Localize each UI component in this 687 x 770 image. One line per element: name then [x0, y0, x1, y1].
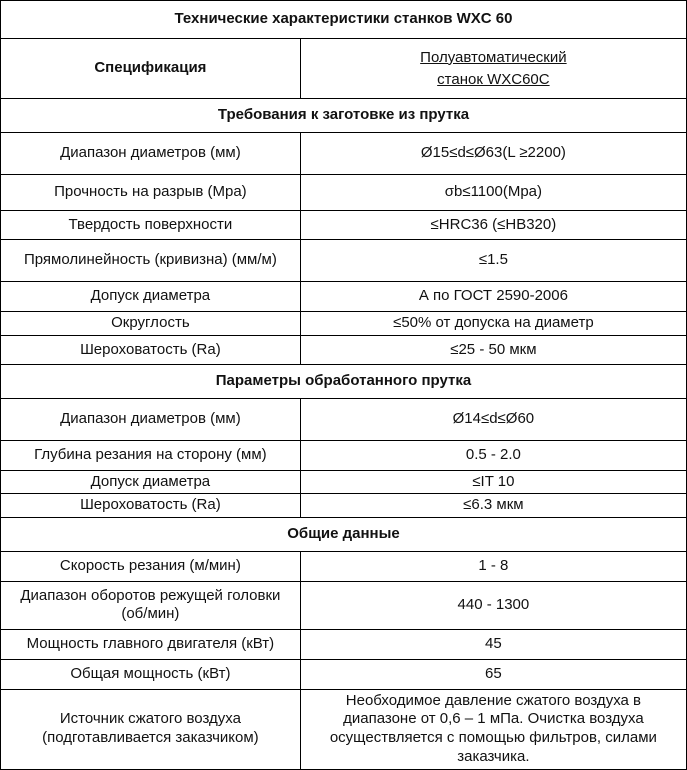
spec-row: [1, 38, 687, 99]
row-value: А по ГОСТ 2590-2006: [300, 282, 686, 312]
section-header-row: [1, 99, 687, 133]
row-label: Шероховатость (Ra): [1, 494, 301, 518]
row-value: ≤6.3 мкм: [300, 494, 686, 518]
table-row: [1, 581, 687, 630]
table-row: [1, 551, 687, 581]
row-label: Допуск диаметра: [1, 470, 301, 494]
row-label: Шероховатость (Ra): [1, 335, 301, 365]
row-value: 440 - 1300: [300, 581, 686, 630]
table-row: [1, 210, 687, 240]
spec-value-cell: [300, 38, 686, 99]
row-label: Общая мощность (кВт): [1, 659, 301, 689]
table-row: [1, 240, 687, 282]
section-header-row: [1, 518, 687, 552]
section-header-row: [1, 365, 687, 399]
table-row: [1, 282, 687, 312]
row-value: 45: [300, 630, 686, 660]
section-header-bar-requirements: Требования к заготовке из прутка: [1, 99, 687, 133]
row-label: Диапазон диаметров (мм): [1, 133, 301, 175]
row-value: ≤1.5: [300, 240, 686, 282]
row-value: σb≤1100(Mpa): [300, 174, 686, 210]
spec-link-line2: станок WXC60C: [437, 70, 550, 88]
title-row: [1, 1, 687, 39]
table-title: Технические характеристики станков WXC 60: [1, 1, 687, 39]
table-row: [1, 630, 687, 660]
row-value: 1 - 8: [300, 551, 686, 581]
row-label: Прочность на разрыв (Mpa): [1, 174, 301, 210]
row-label: Округлость: [1, 311, 301, 335]
row-label: Источник сжатого воздуха (подготавливается заказчиком): [1, 689, 301, 769]
section-header-processed-bar: Параметры обработанного прутка: [1, 365, 687, 399]
table-row: [1, 335, 687, 365]
row-value: 0.5 - 2.0: [300, 440, 686, 470]
row-value: ≤IT 10: [300, 470, 686, 494]
row-label: Твердость поверхности: [1, 210, 301, 240]
row-value: Ø15≤d≤Ø63(L ≥2200): [300, 133, 686, 175]
row-value: ≤25 - 50 мкм: [300, 335, 686, 365]
table-row: [1, 659, 687, 689]
row-value: Ø14≤d≤Ø60: [300, 399, 686, 441]
row-label: Мощность главного двигателя (кВт): [1, 630, 301, 660]
row-value: ≤HRC36 (≤HB320): [300, 210, 686, 240]
row-label: Диапазон оборотов режущей головки (об/мин): [1, 581, 301, 630]
table-row: [1, 133, 687, 175]
table-row: [1, 174, 687, 210]
row-label: Глубина резания на сторону (мм): [1, 440, 301, 470]
table-row: [1, 440, 687, 470]
row-label: Прямолинейность (кривизна) (мм/м): [1, 240, 301, 282]
row-value: ≤50% от допуска на диаметр: [300, 311, 686, 335]
spec-link-line1: Полуавтоматический: [420, 48, 567, 66]
row-value: 65: [300, 659, 686, 689]
row-label: Допуск диаметра: [1, 282, 301, 312]
table-row: [1, 470, 687, 494]
row-value: Необходимое давление сжатого воздуха в диапазоне от 0,6 – 1 мПа. Очистка воздуха осуществляется с помощью фильтров, силами заказчика.: [300, 689, 686, 769]
row-label: Диапазон диаметров (мм): [1, 399, 301, 441]
spec-machine-link[interactable]: [420, 47, 566, 91]
table-row: [1, 311, 687, 335]
section-header-general-data: Общие данные: [1, 518, 687, 552]
table-row: [1, 494, 687, 518]
table-row: [1, 399, 687, 441]
spec-label: Спецификация: [1, 38, 301, 99]
row-label: Скорость резания (м/мин): [1, 551, 301, 581]
table-row: [1, 689, 687, 769]
